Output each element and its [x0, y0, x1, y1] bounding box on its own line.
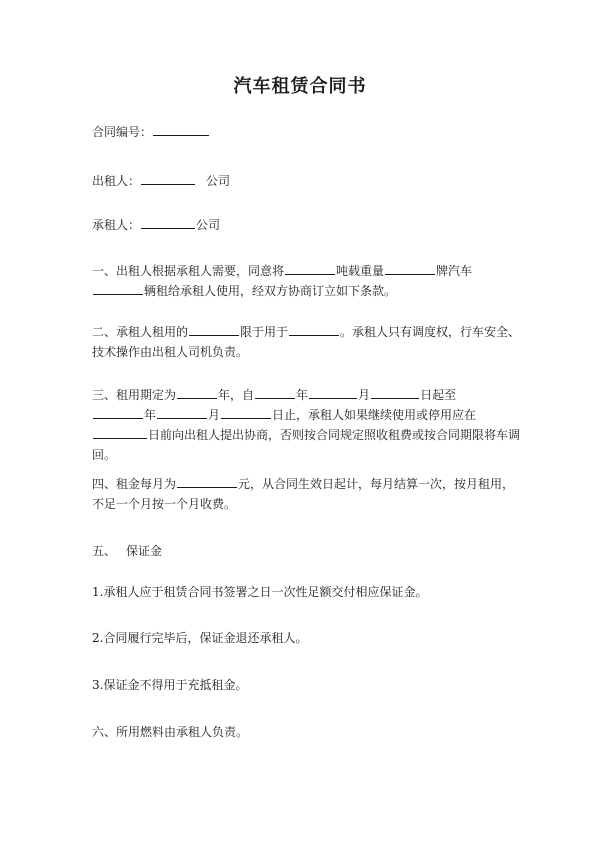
- clause-3-blank: [221, 406, 271, 419]
- clause-3-text: 月: [208, 408, 221, 422]
- deposit-item-3: 3.保证金不得用于充抵租金。: [92, 678, 248, 692]
- lessee-label: 承租人：: [92, 218, 141, 232]
- contract-number-blank: [153, 123, 209, 136]
- clause-3-text: 年，自: [218, 388, 255, 402]
- clause-3-text: 年: [296, 388, 309, 402]
- clause-3-blank: [371, 386, 419, 399]
- lessor-line: [92, 171, 522, 191]
- clause-4-text: 元，从合同生效日起计，每月结算一次，按月租用，不足一个月按一个月收费。: [92, 477, 515, 511]
- clause-3-text: 日止，承租人如果继续使用或停用应在: [272, 408, 477, 422]
- clause-2: [92, 322, 522, 362]
- clause-1-text: 辆租给承租人使用，经双方协商订立如下条款。: [144, 284, 397, 298]
- clause-1-text: 吨载重量: [336, 264, 385, 278]
- clause-3-blank: [93, 426, 147, 439]
- clause-6: 六、所用燃料由承租人负责。: [92, 725, 249, 739]
- clause-3-blank: [177, 386, 217, 399]
- clause-4: [92, 474, 522, 514]
- clause-5-heading: [92, 541, 522, 561]
- clause-3-text: 日前向出租人提出协商，否则按合同规定照收租费或按合同期限将车调回。: [92, 428, 521, 462]
- clause-1-text: 牌汽车: [436, 264, 473, 278]
- contract-number-label: 合同编号：: [92, 125, 153, 139]
- clause-1-blank-tonnage: [285, 262, 335, 275]
- clause-3-blank: [93, 406, 143, 419]
- clause-3-blank: [255, 386, 295, 399]
- document-title: 汽车租赁合同书: [233, 76, 367, 97]
- clause-3-text: 月: [358, 388, 371, 402]
- clause-1: [92, 261, 522, 301]
- clause-2-text: 限于用于: [240, 325, 289, 339]
- clause-3: [92, 385, 522, 465]
- deposit-item-1: 1.承租人应于租赁合同书签署之日一次性足额交付相应保证金。: [92, 585, 428, 599]
- clause-1-text: 一、出租人根据承租人需要，同意将: [92, 264, 285, 278]
- clause-2-text: 。承租人只有调度权，行车安全、技术操作由出租人司机负责。: [92, 325, 521, 359]
- clause-1-blank-count: [93, 282, 143, 295]
- clause-5-title: 保证金: [126, 544, 163, 558]
- clause-5-number: 五、: [92, 544, 117, 558]
- clause-3-text: 日起至: [420, 388, 457, 402]
- clause-3-blank: [309, 386, 357, 399]
- lessee-suffix: 公司: [196, 218, 221, 232]
- deposit-item-2: 2.合同履行完毕后，保证金退还承租人。: [92, 631, 308, 645]
- clause-4-blank-rent: [177, 475, 237, 488]
- clause-2-text: 二、承租人租用的: [92, 325, 189, 339]
- clause-3-blank: [157, 406, 207, 419]
- lessee-line: [92, 215, 522, 235]
- lessor-label: 出租人：: [92, 174, 141, 188]
- contract-number-line: [92, 122, 522, 142]
- clause-1-blank-brand: [385, 262, 435, 275]
- lessor-suffix: 公司: [206, 174, 231, 188]
- lessee-blank: [141, 216, 195, 229]
- clause-3-text: 三、租用期定为: [92, 388, 177, 402]
- clause-2-blank-vehicle: [189, 323, 239, 336]
- clause-4-text: 四、租金每月为: [92, 477, 177, 491]
- clause-2-blank-purpose: [289, 323, 339, 336]
- clause-3-text: 年: [144, 408, 157, 422]
- lessor-blank: [141, 172, 195, 185]
